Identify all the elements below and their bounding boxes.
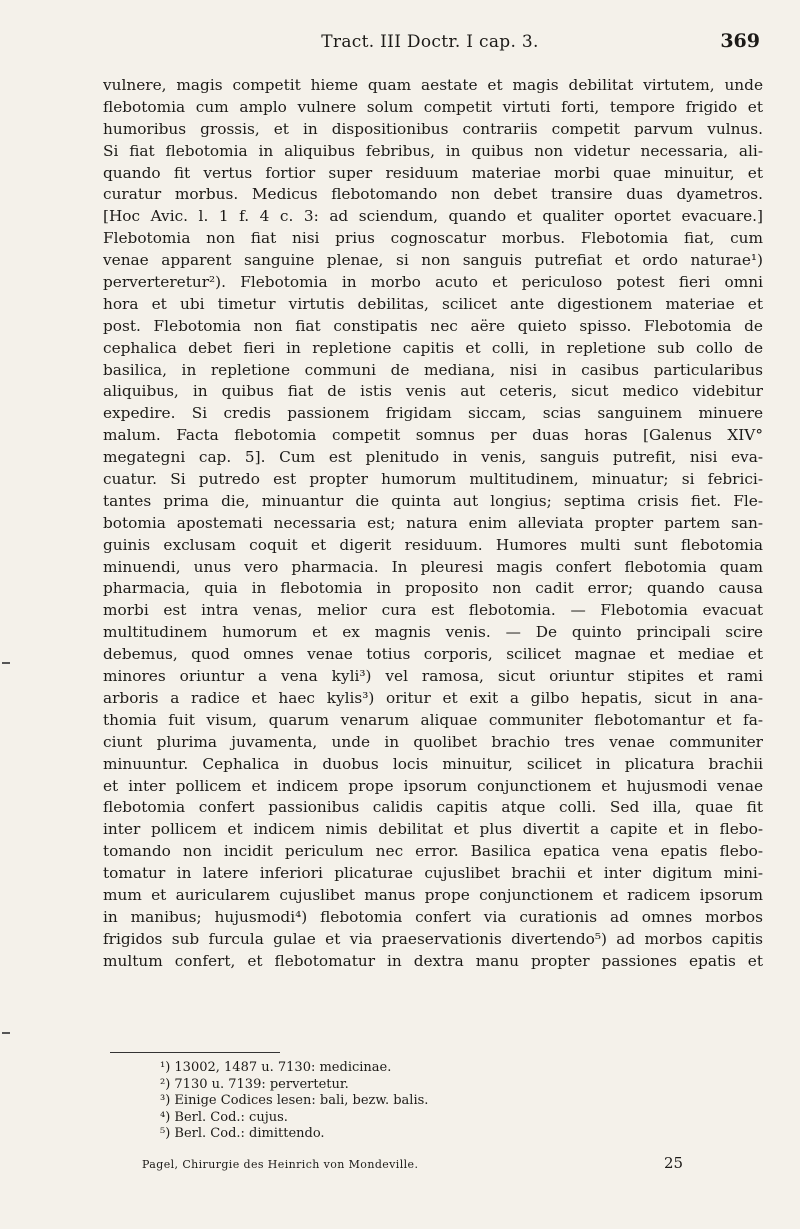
body-text (103, 75, 763, 973)
margin-mark (2, 1032, 10, 1034)
text-line: Si fiat flebotomia in aliquibus febribus, in quibus non videtur necessaria, ali- (103, 141, 763, 160)
footnotes (160, 1060, 560, 1143)
text-line: multitudinem humorum et ex magnis venis. — De quinto principali scire (103, 623, 763, 642)
text-line: venae apparent sanguine plenae, si non sanguis putrefiat et ordo naturae¹) (103, 251, 763, 270)
text-line: aliquibus, in quibus fiat de istis venis aut ceteris, sicut medico videbitur (103, 382, 763, 401)
text-line: flebotomia confert passionibus calidis capitis atque colli. Sed illa, quae fit (103, 798, 763, 817)
footnote: ¹) 13002, 1487 u. 7130: medicinae. (160, 1060, 392, 1075)
sheet-number: 25 (664, 1154, 684, 1172)
text-line: expedire. Si credis passionem frigidam siccam, scias sanguinem minuere (103, 404, 763, 423)
text-line: tomatur in latere inferiori plicaturae cujuslibet brachii et inter digitum mini- (103, 864, 763, 883)
text-line: inter pollicem et indicem nimis debilitat et plus divertit a capite et in flebo- (103, 820, 763, 839)
page-number: 369 (720, 30, 760, 52)
running-head (100, 30, 760, 60)
text-line: et inter pollicem et indicem prope ipsorum conjunctionem et hujusmodi venae (103, 776, 763, 795)
running-title: Tract. III Doctr. I cap. 3. (321, 32, 539, 52)
text-line: botomia apostemati necessaria est; natura enim alleviata propter partem san- (103, 513, 763, 532)
text-line: cuatur. Si putredo est propter humorum multitudinem, minuatur; si febrici- (103, 470, 763, 489)
text-line: hora et ubi timetur virtutis debilitas, scilicet ante digestionem materiae et (103, 294, 763, 313)
text-line: ciunt plurima juvamenta, unde in quolibet brachio tres venae communiter (103, 732, 763, 751)
margin-mark (2, 662, 10, 664)
text-line: flebotomia cum amplo vulnere solum competit virtuti forti, tempore frigido et (103, 97, 763, 116)
text-line: minuuntur. Cephalica in duobus locis minuitur, scilicet in plicatura brachii (103, 754, 763, 773)
text-line: perverteretur²). Flebotomia in morbo acuto et periculoso potest fieri omni (103, 273, 763, 292)
text-line: malum. Facta flebotomia competit somnus per duas horas [Galenus XIV° (103, 426, 763, 445)
text-line: cephalica debet fieri in repletione capitis et colli, in repletione sub collo de (103, 338, 763, 357)
text-line: tomando non incidit periculum nec error. Basilica epatica vena epatis flebo- (103, 842, 763, 861)
footnote: ⁵) Berl. Cod.: dimittendo. (160, 1126, 325, 1141)
imprint: Pagel, Chirurgie des Heinrich von Mondeville. (142, 1158, 419, 1171)
text-line: frigidos sub furcula gulae et via praeservationis divertendo⁵) ad morbos capitis (103, 929, 763, 948)
footnote: ³) Einige Codices lesen: bali, bezw. balis. (160, 1093, 429, 1108)
text-line: guinis exclusam coquit et digerit residuum. Humores multi sunt flebotomia (103, 535, 763, 554)
text-line: minuendi, unus vero pharmacia. In pleuresi magis confert flebotomia quam (103, 557, 763, 576)
text-line: curatur morbus. Medicus flebotomando non debet transire duas dyametros. (103, 185, 763, 204)
footnote-rule (110, 1052, 280, 1053)
text-line: arboris a radice et haec kylis³) oritur et exit a gilbo hepatis, sicut in ana- (103, 688, 763, 707)
text-line: quando fit vertus fortior super residuum materiae morbi quae minuitur, et (103, 163, 763, 182)
text-line: tantes prima die, minuantur die quinta aut longius; septima crisis fiet. Fle- (103, 491, 763, 510)
text-line: morbi est intra venas, melior cura est flebotomia. — Flebotomia evacuat (103, 601, 763, 620)
text-line: post. Flebotomia non fiat constipatis nec aëre quieto spisso. Flebotomia de (103, 316, 763, 335)
text-line: debemus, quod omnes venae totius corporis, scilicet magnae et mediae et (103, 645, 763, 664)
text-line: Flebotomia non fiat nisi prius cognoscatur morbus. Flebotomia fiat, cum (103, 229, 763, 248)
text-line: pharmacia, quia in flebotomia in proposito non cadit error; quando causa (103, 579, 763, 598)
text-line: basilica, in repletione communi de mediana, nisi in casibus particularibus (103, 360, 763, 379)
text-line: multum confert, et flebotomatur in dextra manu propter passiones epatis et (103, 951, 763, 970)
text-line: thomia fuit visum, quarum venarum aliquae communiter flebotomantur et fa- (103, 710, 763, 729)
text-line: megategni cap. 5]. Cum est plenitudo in venis, sanguis putrefit, nisi eva- (103, 448, 763, 467)
text-line: in manibus; hujusmodi⁴) flebotomia confert via curationis ad omnes morbos (103, 907, 763, 926)
text-line: mum et auricularem cujuslibet manus prope conjunctionem et radicem ipsorum (103, 885, 763, 904)
text-line: vulnere, magis competit hieme quam aestate et magis debilitat virtutem, unde (103, 76, 763, 94)
text-line: [Hoc Avic. l. 1 f. 4 c. 3: ad sciendum, quando et qualiter oportet evacuare.] (103, 207, 763, 226)
text-line: humoribus grossis, et in dispositionibus contrariis competit parvum vulnus. (103, 119, 763, 138)
text-line: minores oriuntur a vena kyli³) vel ramosa, sicut oriuntur stipites et rami (103, 667, 763, 686)
footnote: ²) 7130 u. 7139: pervertetur. (160, 1076, 349, 1092)
footnote: ⁴) Berl. Cod.: cujus. (160, 1109, 288, 1125)
